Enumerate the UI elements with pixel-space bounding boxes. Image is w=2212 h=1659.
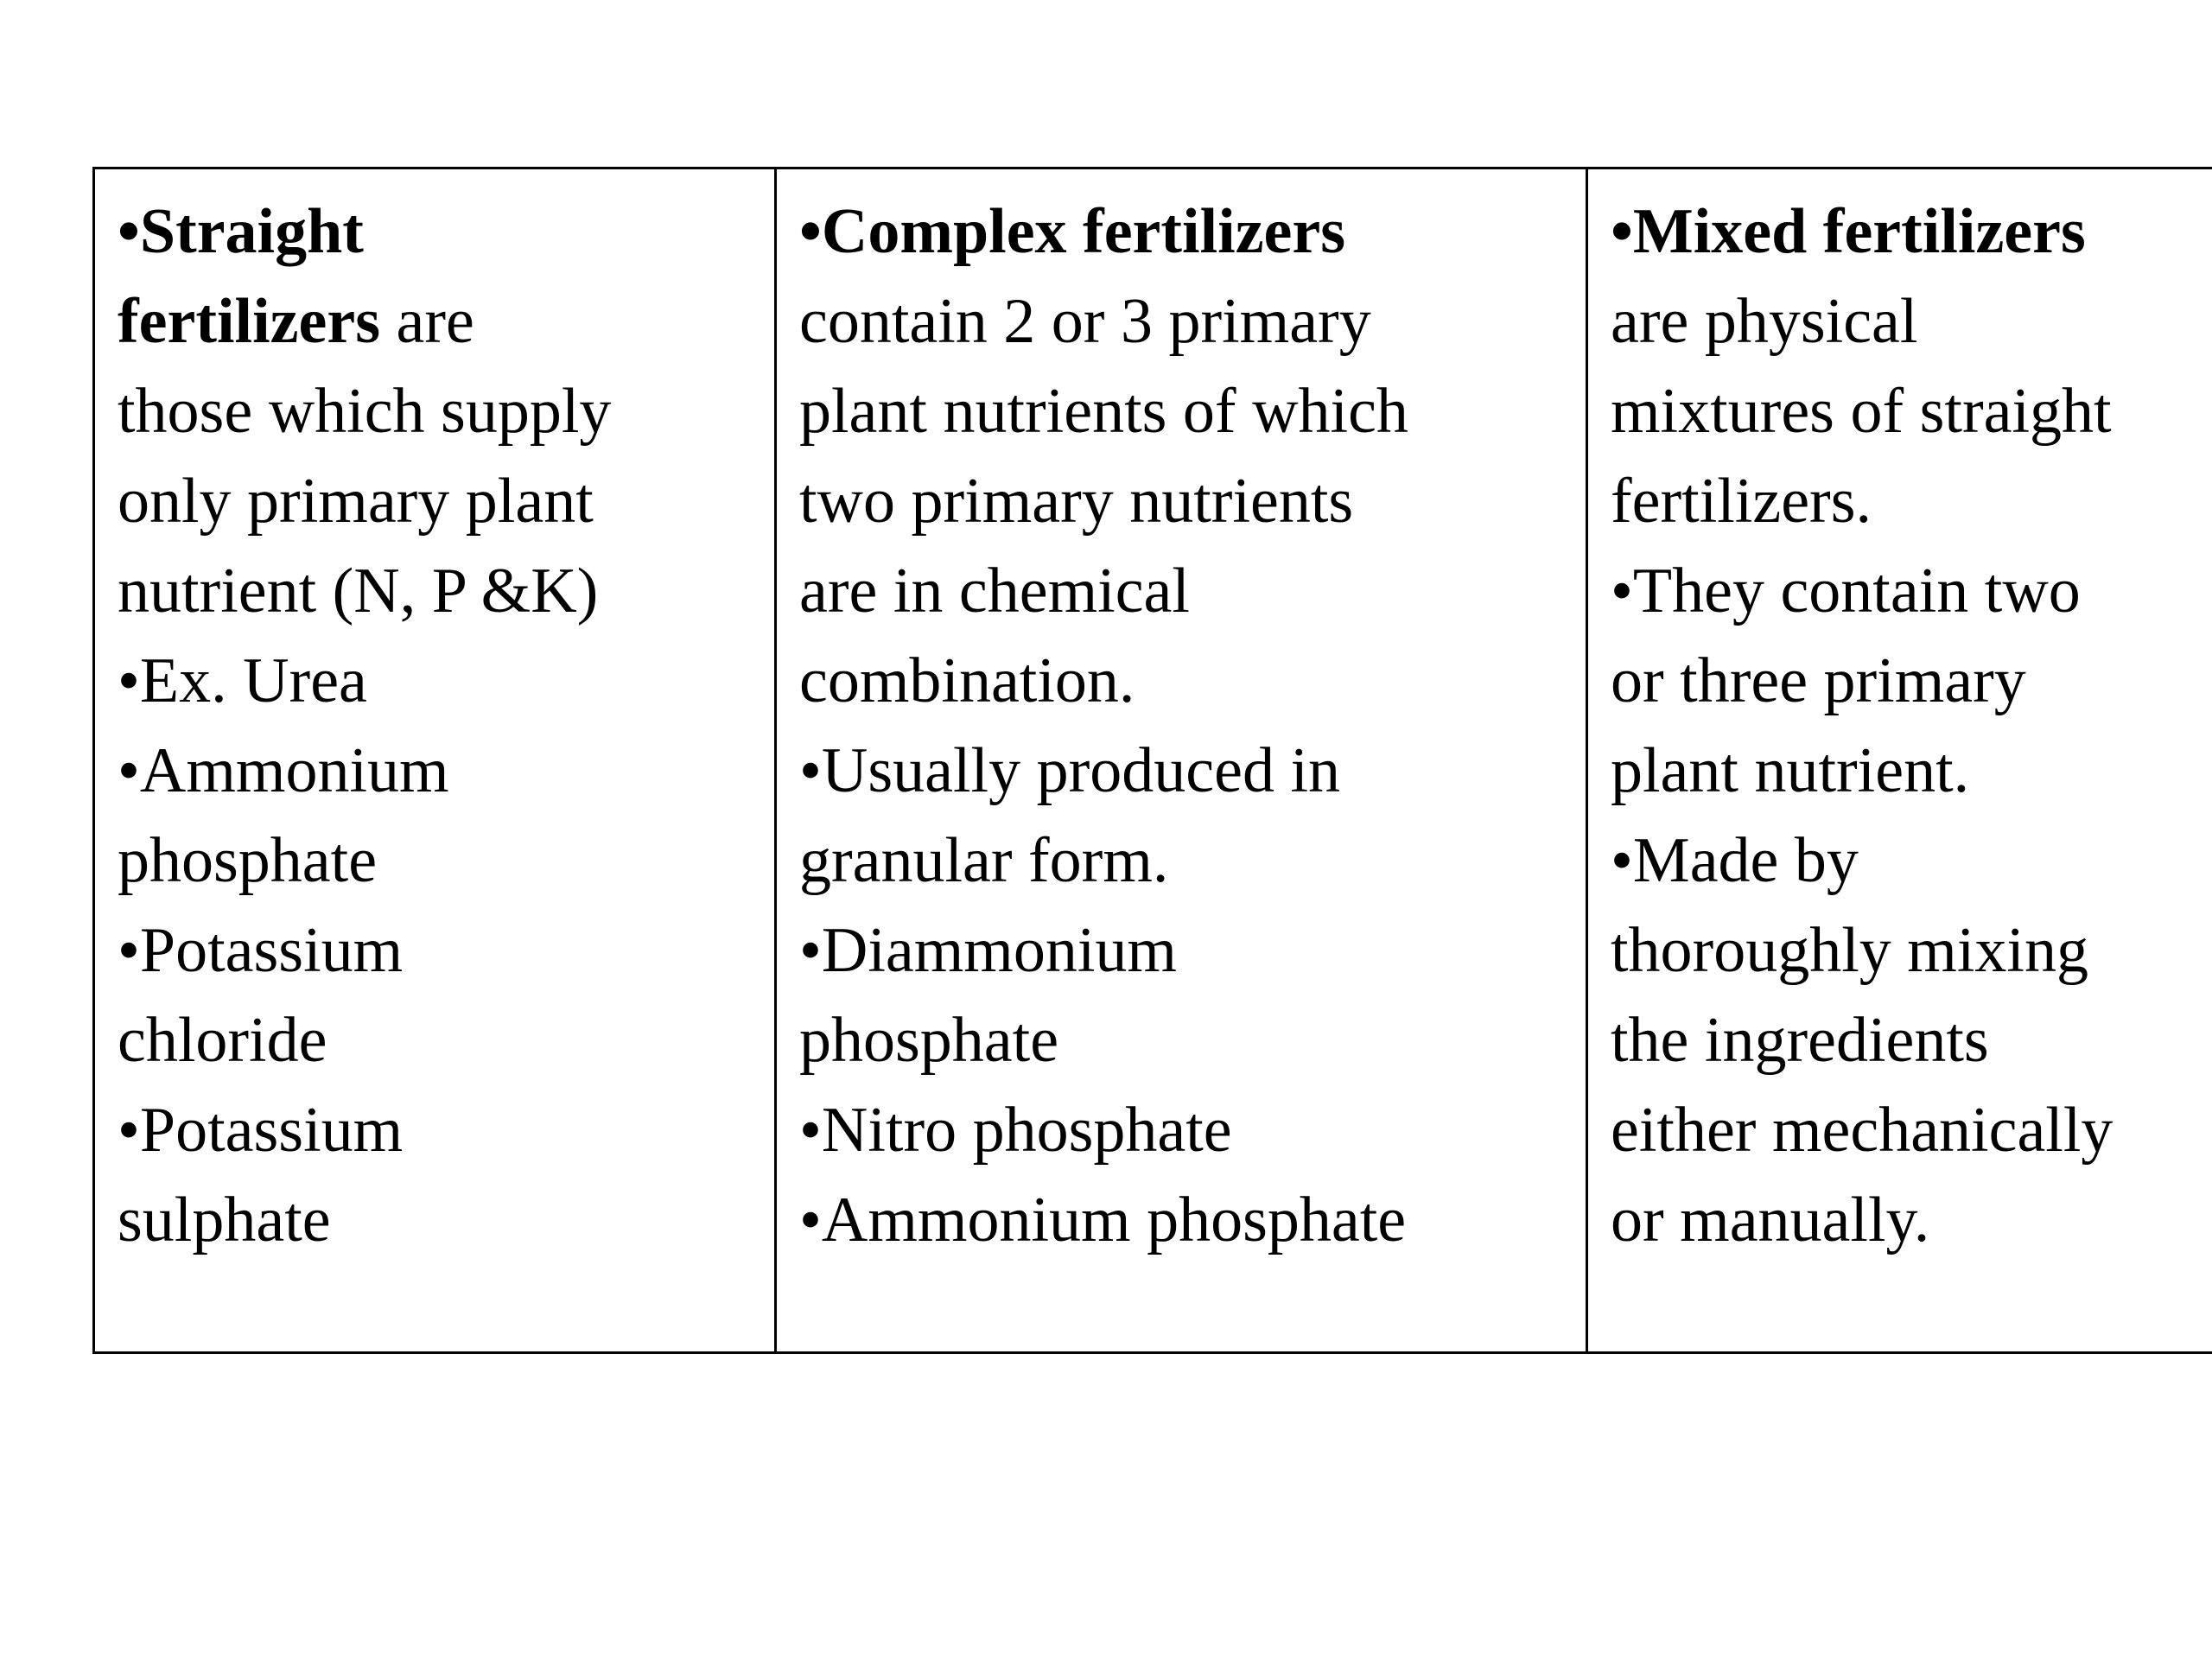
- text-segment: or three primary: [1611, 645, 2026, 716]
- text-line: [1611, 816, 2212, 906]
- text-segment: plant nutrient.: [1611, 735, 1970, 806]
- text-segment: those which supply: [118, 376, 612, 447]
- text-segment: plant nutrients of which: [799, 376, 1408, 447]
- text-segment: •Ammonium phosphate: [799, 1185, 1407, 1255]
- text-line: [118, 456, 753, 546]
- text-segment: •They contain two: [1611, 556, 2081, 626]
- text-segment: combination.: [799, 645, 1135, 716]
- text-line: [118, 1085, 753, 1175]
- text-segment: are physical: [1611, 286, 1918, 357]
- text-segment: only primary plant: [118, 466, 594, 537]
- text-segment: thoroughly mixing: [1611, 915, 2088, 986]
- text-line: [118, 906, 753, 995]
- text-segment: granular form.: [799, 825, 1169, 896]
- text-segment: •Ammonium: [118, 735, 449, 806]
- text-line: [799, 456, 1565, 546]
- text-line: [799, 276, 1565, 366]
- text-line: [118, 816, 753, 906]
- text-line: [118, 366, 753, 456]
- text-line: [1611, 906, 2212, 995]
- text-line: [1611, 276, 2212, 366]
- text-line: [1611, 456, 2212, 546]
- text-segment: are: [380, 286, 474, 357]
- text-line: [799, 187, 1565, 276]
- text-segment: fertilizers.: [1611, 466, 1872, 537]
- text-segment: •Made by: [1611, 825, 1859, 896]
- text-segment: two primary nutrients: [799, 466, 1354, 537]
- text-line: [118, 995, 753, 1085]
- text-segment: either mechanically: [1611, 1095, 2113, 1166]
- text-line: [1611, 726, 2212, 816]
- complex-fertilizers-cell: [776, 168, 1587, 1353]
- text-line: [1611, 546, 2212, 636]
- text-line: [799, 995, 1565, 1085]
- text-line: [1611, 187, 2212, 276]
- text-segment: sulphate: [118, 1185, 331, 1255]
- text-line: [799, 726, 1565, 816]
- text-line: [1611, 995, 2212, 1085]
- text-segment: •Ex. Urea: [118, 645, 367, 716]
- bold-text-segment: •Mixed fertilizers: [1611, 196, 2086, 267]
- text-line: [118, 636, 753, 726]
- text-line: [799, 1085, 1565, 1175]
- text-line: [118, 1175, 753, 1265]
- text-line: [799, 906, 1565, 995]
- text-line: [799, 546, 1565, 636]
- text-line: [799, 366, 1565, 456]
- table-row: [94, 168, 2212, 1353]
- text-segment: •Potassium: [118, 915, 404, 986]
- fertilizer-comparison-table: [92, 167, 2212, 1354]
- text-segment: •Nitro phosphate: [799, 1095, 1232, 1166]
- text-line: [799, 816, 1565, 906]
- text-segment: mixtures of straight: [1611, 376, 2112, 447]
- straight-fertilizers-cell: [94, 168, 776, 1353]
- text-line: [799, 636, 1565, 726]
- text-line: [118, 187, 753, 276]
- text-line: [1611, 636, 2212, 726]
- text-segment: are in chemical: [799, 556, 1190, 626]
- text-segment: •Usually produced in: [799, 735, 1341, 806]
- text-line: [1611, 366, 2212, 456]
- text-segment: chloride: [118, 1005, 327, 1076]
- text-line: [118, 276, 753, 366]
- text-line: [1611, 1175, 2212, 1265]
- text-segment: •Diammonium: [799, 915, 1177, 986]
- text-segment: •Potassium: [118, 1095, 404, 1166]
- text-line: [118, 546, 753, 636]
- text-segment: nutrient (N, P &K): [118, 556, 599, 626]
- text-segment: phosphate: [118, 825, 378, 896]
- bold-text-segment: •Straight: [118, 196, 364, 267]
- text-segment: the ingredients: [1611, 1005, 1989, 1076]
- text-line: [1611, 1085, 2212, 1175]
- text-segment: contain 2 or 3 primary: [799, 286, 1371, 357]
- text-line: [799, 1175, 1565, 1265]
- text-line: [118, 726, 753, 816]
- bold-text-segment: fertilizers: [118, 286, 380, 357]
- bold-text-segment: •Complex fertilizers: [799, 196, 1346, 267]
- text-segment: or manually.: [1611, 1185, 1930, 1255]
- mixed-fertilizers-cell: [1587, 168, 2212, 1353]
- text-segment: phosphate: [799, 1005, 1059, 1076]
